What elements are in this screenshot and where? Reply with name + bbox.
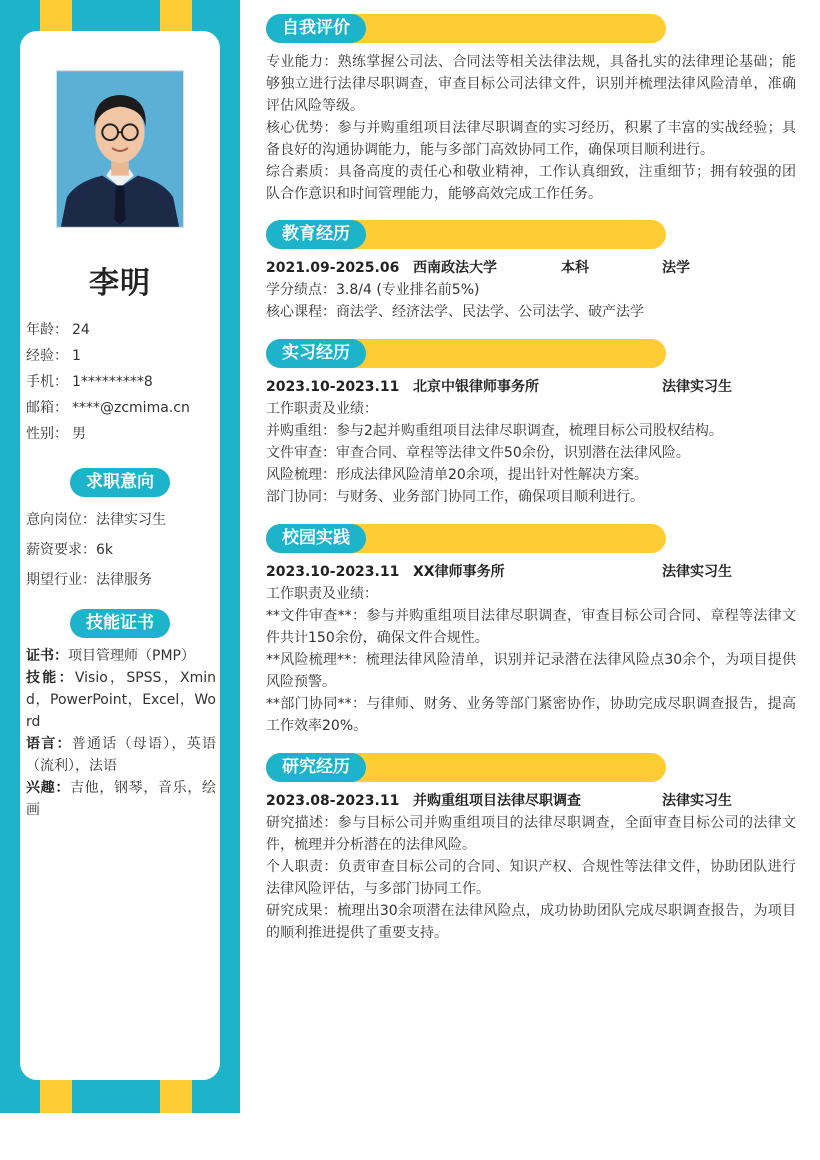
avatar (56, 70, 184, 228)
intent-industry: 期望行业：法律服务 (26, 572, 152, 588)
research-row (266, 790, 796, 812)
education-major: 法学 (662, 260, 690, 276)
internship-org: 北京中银律师事务所 (413, 379, 539, 395)
info-phone: 手机： 1*********8 (26, 374, 153, 390)
internship-line: 文件审查：审查合同、章程等法律文件50余份，识别潜在法律风险。 (266, 445, 690, 461)
education-date: 2021.09-2025.06 (266, 260, 400, 276)
section-education (266, 220, 796, 323)
skill-languages: 语言：普通话（母语），英语（流利），法语 (26, 736, 216, 774)
internship-line: 部门协同：与财务、业务部门协同工作，确保项目顺利进行。 (266, 489, 644, 505)
internship-line: 风险梳理：形成法律风险清单20余项，提出针对性解决方案。 (266, 467, 648, 483)
section-campus (266, 524, 796, 737)
info-age: 年龄： 24 (26, 322, 90, 338)
research-project: 并购重组项目法律尽职调查 (413, 793, 581, 809)
skill-certificate: 证书：项目管理师（PMP） (26, 648, 195, 664)
section-header (266, 14, 666, 43)
self-eval-paragraph: 核心优势：参与并购重组项目法律尽职调查的实习经历，积累了丰富的实战经验；具备良好的沟通协调能力，能与多部门高效协同工作，确保项目顺利进行。 (266, 120, 796, 158)
section-header (266, 524, 666, 553)
campus-org: XX律师事务所 (413, 564, 505, 580)
info-email: 邮箱： ****@zcmima.cn (26, 400, 190, 416)
section-title: 教育经历 (266, 220, 366, 249)
section-header (266, 753, 666, 782)
campus-line: **部门协同**：与律师、财务、业务等部门紧密协作，协助完成尽职调查报告，提高工作效率20%。 (266, 696, 796, 734)
section-title: 研究经历 (266, 753, 366, 782)
intent-position: 意向岗位：法律实习生 (26, 512, 166, 528)
internship-role: 法律实习生 (662, 379, 732, 395)
section-title: 校园实践 (266, 524, 366, 553)
education-degree: 本科 (561, 260, 589, 276)
campus-role: 法律实习生 (662, 564, 732, 580)
intent-salary: 薪资要求：6k (26, 542, 114, 558)
research-line: 研究描述：参与目标公司并购重组项目的法律尽职调查，全面审查目标公司的法律文件，梳理并分析潜在的法律风险。 (266, 815, 796, 853)
internship-date: 2023.10-2023.11 (266, 379, 400, 395)
campus-row (266, 561, 796, 583)
education-line: 学分绩点：3.8/4 (专业排名前5%) (266, 282, 480, 298)
skills-title: 技能证书 (70, 609, 170, 638)
section-header (266, 339, 666, 368)
self-eval-paragraph: 综合素质：具备高度的责任心和敬业精神，工作认真细致，注重细节；拥有较强的团队合作意识和时间管理能力，能够高效完成工作任务。 (266, 164, 796, 202)
skill-tools: 技能：Visio，SPSS，Xmind，PowerPoint，Excel，Word (26, 670, 216, 730)
research-role: 法律实习生 (662, 793, 732, 809)
self-eval-paragraph: 专业能力：熟练掌握公司法、合同法等相关法律法规，具备扎实的法律理论基础；能够独立进行法律尽职调查，审查目标公司法律文件，识别并梳理法律风险清单，准确评估风险等级。 (266, 54, 796, 114)
research-date: 2023.08-2023.11 (266, 793, 400, 809)
internship-line: 工作职责及业绩： (266, 401, 378, 417)
intent-title: 求职意向 (70, 468, 170, 497)
internship-line: 并购重组：参与2起并购重组项目法律尽职调查，梳理目标公司股权结构。 (266, 423, 723, 439)
education-school: 西南政法大学 (413, 260, 497, 276)
section-title: 实习经历 (266, 339, 366, 368)
internship-row (266, 376, 796, 398)
info-gender: 性别： 男 (26, 426, 86, 442)
education-line: 核心课程：商法学、经济法学、民法学、公司法学、破产法学 (266, 304, 644, 320)
section-research (266, 753, 796, 944)
campus-line: **风险梳理**：梳理法律风险清单，识别并记录潜在法律风险点30余个，为项目提供风险预警。 (266, 652, 796, 690)
skill-hobbies: 兴趣：吉他，钢琴，音乐，绘画 (26, 780, 216, 818)
skills-list (26, 645, 216, 821)
candidate-name: 李明 (89, 266, 151, 301)
education-row (266, 257, 796, 279)
section-internship (266, 339, 796, 508)
section-header (266, 220, 666, 249)
info-experience: 经验： 1 (26, 348, 81, 364)
section-title: 自我评价 (266, 14, 366, 43)
research-line: 个人职责：负责审查目标公司的合同、知识产权、合规性等法律文件，协助团队进行法律风险评估，与多部门协同工作。 (266, 859, 796, 897)
campus-date: 2023.10-2023.11 (266, 564, 400, 580)
campus-line: 工作职责及业绩： (266, 586, 378, 602)
section-self-evaluation (266, 14, 796, 205)
research-line: 研究成果：梳理出30余项潜在法律风险点，成功协助团队完成尽职调查报告，为项目的顺利推进提供了重要支持。 (266, 903, 796, 941)
campus-line: **文件审查**：参与并购重组项目法律尽职调查，审查目标公司合同、章程等法律文件共计150余份，确保文件合规性。 (266, 608, 796, 646)
